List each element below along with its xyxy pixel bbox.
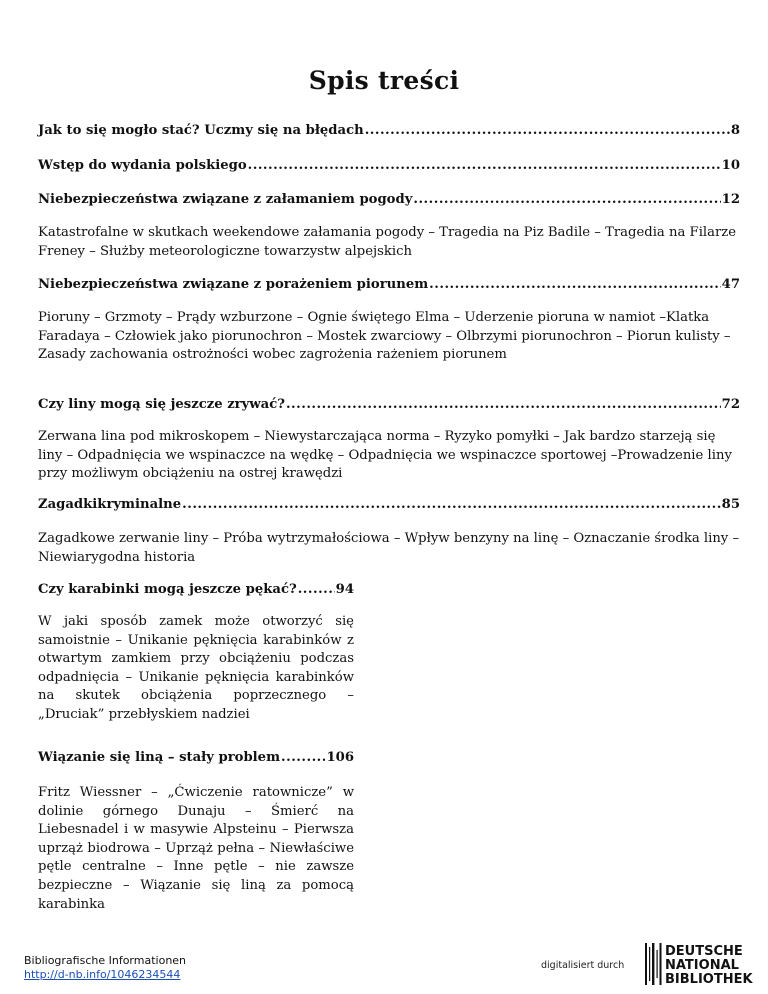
bibliographic-info	[24, 954, 186, 982]
toc-entry-description: Fritz Wiessner – „Ćwiczenie ratownicze” w dolinie górnego Dunaju – Śmierć na Liebesnadel i w masywie Alpsteinu – Pierwsza uprząż biodrowa – Uprząż pełna – Niewłaściwe pętle centralne – Inne pętle – nie zawsze bezpieczne – Wiązanie się liną za pomocą karabinka	[38, 785, 354, 912]
toc-entry-description: Pioruny – Grzmoty – Prądy wzburzone – Ognie świętego Elma – Uderzenie pioruna w namiot –Klatka Faradaya – Człowiek jako piorunochron – Mostek zwarciowy – Olbrzymi piorunochron – Piorun kulisty – Zasady zachowania ostrożności wobec zagrożenia rażeniem piorunem	[38, 310, 731, 363]
dnb-logo-line1: DEUTSCHE	[665, 944, 743, 959]
toc-entry[interactable]	[38, 581, 354, 599]
toc-entry-description: Zagadkowe zerwanie liny – Próba wytrzymałościowa – Wpływ benzyny na linę – Oznaczanie środka liny – Niewiarygodna historia	[38, 531, 740, 565]
dnb-logo-line2: NATIONAL	[665, 958, 739, 973]
toc-entry[interactable]	[38, 749, 354, 767]
toc-entry-description: Katastrofalne w skutkach weekendowe załamania pogody – Tragedia na Piz Badile – Tragedia na Filarze Freney – Służby meteorologiczne towarzystw alpejskich	[38, 225, 737, 259]
toc-leader-dots	[182, 496, 721, 514]
toc-entry-heading: Wiązanie się liną – stały problem	[38, 750, 281, 765]
toc-entry[interactable]	[38, 191, 740, 209]
toc-entry-description: W jaki sposób zamek może otworzyć się samoistnie – Unikanie pęknięcia karabinków z otwartym zamkiem przy obciążeniu podczas odpadnięcia – Unikanie pęknięcia karabinków na skutek obciążenia poprzecznego – „Druciak” przebłyskiem nadziei	[38, 614, 354, 722]
toc-entry-heading: Zagadkikryminalne	[38, 497, 182, 512]
toc-entry-page: 12	[721, 192, 740, 207]
toc-entry-page: 47	[721, 277, 740, 292]
toc-entry-heading: Niebezpieczeństwa związane z porażeniem piorunem	[38, 277, 429, 292]
dnb-logo	[643, 940, 757, 988]
toc-entry-heading: Niebezpieczeństwa związane z załamaniem pogody	[38, 192, 413, 207]
bibliographic-info-label: Bibliografische Informationen	[24, 954, 187, 967]
toc-leader-dots	[286, 396, 721, 414]
toc-leader-dots	[365, 122, 730, 140]
dnb-logo-line3: BIBLIOTHEK	[665, 972, 753, 987]
toc-leader-dots	[248, 157, 721, 175]
toc-leader-dots	[298, 581, 335, 599]
dnb-record-link[interactable]: http://d-nb.info/1046234544	[24, 968, 181, 981]
toc-entry[interactable]	[38, 496, 740, 514]
toc-entry-page: 8	[730, 123, 740, 138]
toc-entry-page: 94	[335, 582, 354, 597]
dnb-logo-barcode-icon	[645, 943, 662, 985]
toc-entry[interactable]	[38, 396, 740, 414]
toc-entry-heading: Jak to się mogło stać? Uczmy się na błędach	[38, 123, 364, 138]
toc-entry[interactable]	[38, 157, 740, 175]
toc-entry-description: Zerwana lina pod mikroskopem – Niewystarczająca norma – Ryzyko pomyłki – Jak bardzo starzeją się liny – Odpadnięcia we wspinaczce na wędkę – Odpadnięcia we wspinaczce sportowej –Prowadzenie liny przy możliwym obciążeniu na ostrej krawędzi	[38, 429, 732, 482]
toc-entry-page: 85	[721, 497, 740, 512]
toc-leader-dots	[281, 749, 325, 767]
toc-leader-dots	[413, 191, 720, 209]
toc-entry-heading: Czy liny mogą się jeszcze zrywać?	[38, 397, 285, 412]
page-title: Spis treści	[308, 66, 460, 95]
toc-entry-page: 106	[326, 750, 354, 765]
toc-leader-dots	[429, 276, 720, 294]
digitized-by-label: digitalisiert durch	[541, 960, 625, 971]
toc-entry-page: 10	[721, 158, 740, 173]
toc-entry-heading: Czy karabinki mogą jeszcze pękać?	[38, 582, 297, 597]
toc-entry-page: 72	[721, 397, 740, 412]
toc-entry[interactable]	[38, 276, 740, 294]
toc-entry-heading: Wstęp do wydania polskiego	[38, 158, 247, 173]
toc-entry[interactable]	[38, 122, 740, 140]
